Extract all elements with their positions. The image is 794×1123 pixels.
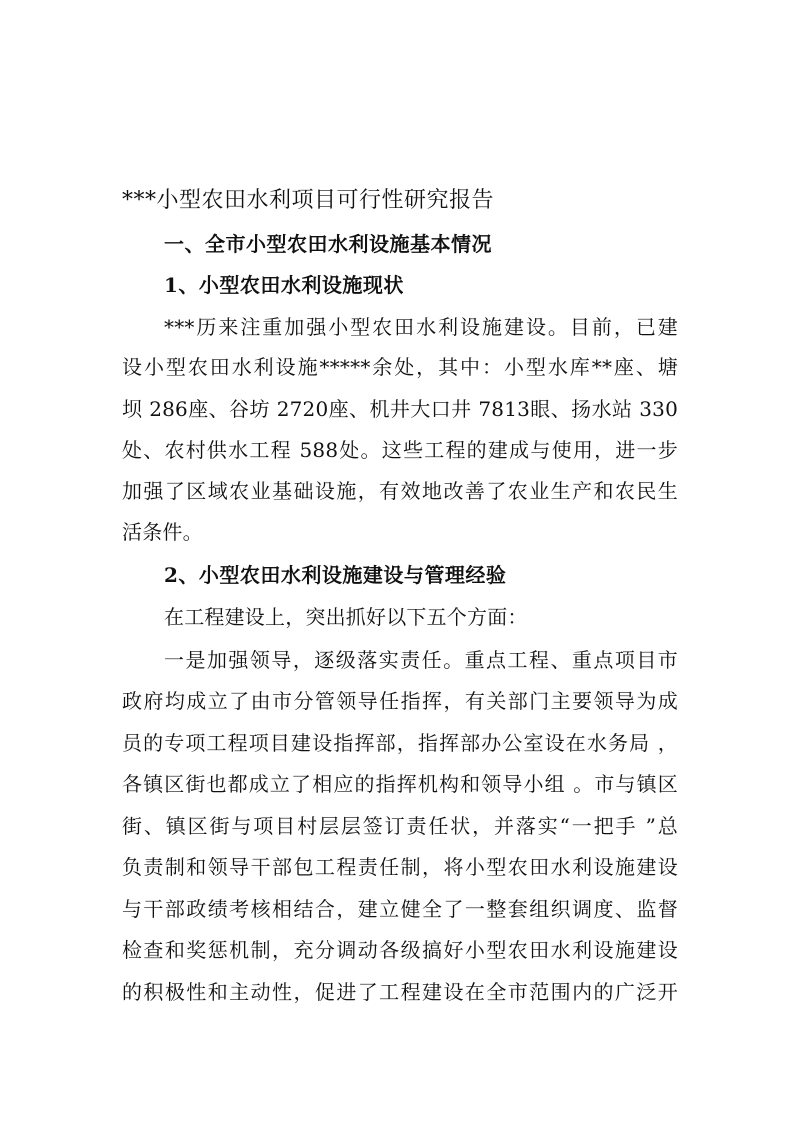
- paragraph-3-line-5: 街、镇区街与项目村层层签订责任状，并落实“一把手 ”总: [122, 814, 678, 838]
- paragraph-1-line-2: 设小型农田水利设施*****余处，其中：小型水库**座、塘: [122, 355, 678, 379]
- paragraph-1-line-6: 活条件。: [122, 520, 203, 544]
- paragraph-3-line-9: 的积极性和主动性，促进了工程建设在全市范围内的广泛开: [122, 980, 678, 1004]
- paragraph-3-line-7: 与干部政绩考核相结合，建立健全了一整套组织调度、监督: [122, 897, 678, 921]
- section-heading-1: 一、全市小型农田水利设施基本情况: [164, 232, 492, 256]
- paragraph-2-line-1: 在工程建设上，突出抓好以下五个方面：: [164, 605, 528, 629]
- paragraph-3-line-8: 检查和奖惩机制，充分调动各级搞好小型农田水利设施建设: [122, 938, 678, 962]
- subsection-heading-2: 2、小型农田水利设施建设与管理经验: [164, 563, 507, 587]
- paragraph-3-line-1: 一是加强领导，逐级落实责任。重点工程、重点项目市: [164, 648, 678, 672]
- paragraph-1-line-3: 坝 286座、谷坊 2720座、机井大口井 7813眼、扬水站 330: [122, 397, 678, 421]
- paragraph-1-line-5: 加强了区域农业基础设施，有效地改善了农业生产和农民生: [122, 479, 678, 503]
- paragraph-1-line-1: ***历来注重加强小型农田水利设施建设。目前，已建: [164, 315, 678, 339]
- paragraph-3-line-4: 各镇区街也都成立了相应的指挥机构和领导小组 。市与镇区: [122, 772, 678, 796]
- paragraph-3-line-6: 负责制和领导干部包工程责任制，将小型农田水利设施建设: [122, 855, 678, 879]
- paragraph-1-line-4: 处、农村供水工程 588处。这些工程的建成与使用，进一步: [122, 438, 678, 462]
- subsection-heading-1: 1、小型农田水利设施现状: [164, 273, 404, 297]
- paragraph-3-line-2: 政府均成立了由市分管领导任指挥，有关部门主要领导为成: [122, 689, 678, 713]
- paragraph-3-line-3: 员的专项工程项目建设指挥部，指挥部办公室设在水务局 ，: [122, 731, 678, 755]
- document-title: ***小型农田水利项目可行性研究报告: [122, 188, 495, 213]
